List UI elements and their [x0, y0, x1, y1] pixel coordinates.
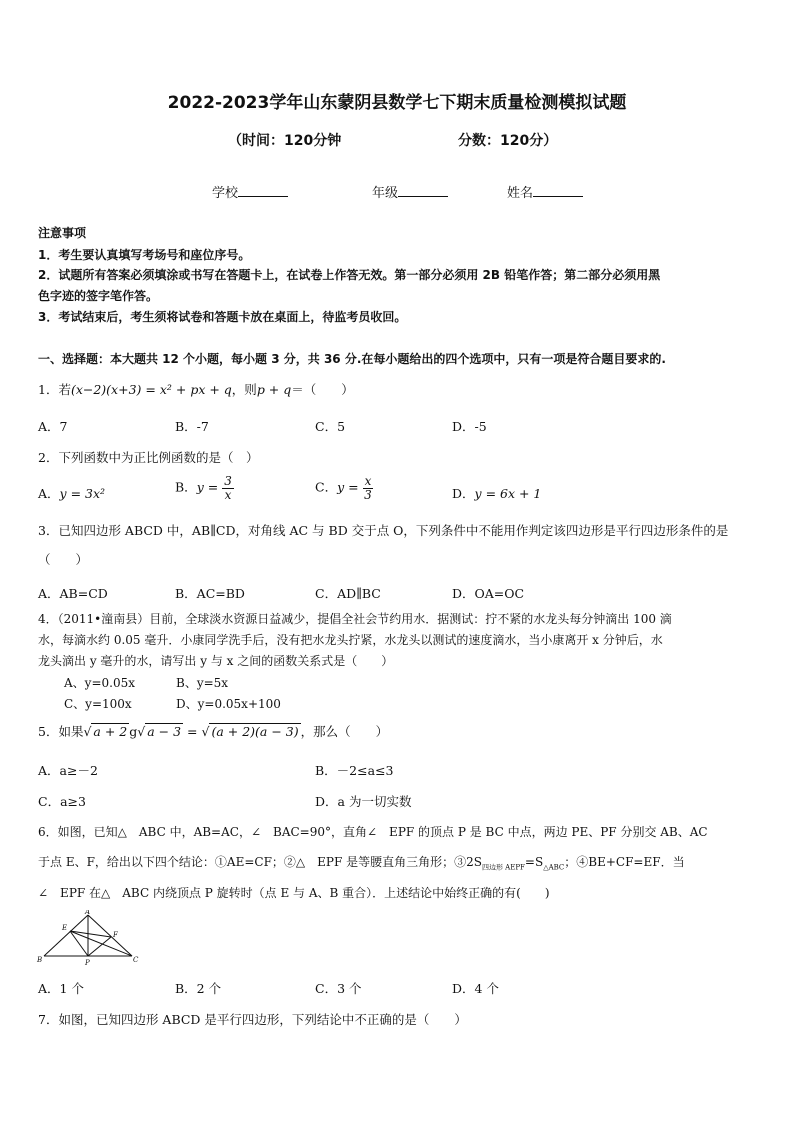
q2-option-d[interactable]: [452, 484, 541, 502]
q2-option-b[interactable]: [175, 475, 234, 501]
notice-item: 色字迹的签字笔作答。: [38, 289, 159, 303]
notice-item: 3．考试结束后，考生须将试卷和答题卡放在桌面上，待监考员收回。: [38, 310, 407, 324]
q2-option-b-label: B．: [175, 479, 197, 495]
page-title: 2022-2023学年山东蒙阴县数学七下期末质量检测模拟试题: [167, 93, 627, 113]
q2-option-c-fraction: [363, 475, 374, 501]
question-7-stem: 7．如图，已知四边形 ABCD 是平行四边形，下列结论中不正确的是（ ）: [38, 1012, 467, 1027]
q5-option-b[interactable]: B．－2≤a≤3: [315, 763, 394, 778]
notice-heading: 注意事项: [38, 226, 87, 240]
q6-option-b[interactable]: B．2 个: [175, 981, 222, 996]
sqrt-symbol: √: [201, 724, 210, 739]
q2-option-c[interactable]: [315, 475, 373, 501]
q1-expression: (x−2)(x+3) = x² + px + q: [70, 382, 232, 397]
q4-option-b[interactable]: B、y=5x: [176, 676, 229, 690]
q6-option-c[interactable]: C．3 个: [315, 981, 362, 996]
q1-suffix: ＝（ ）: [291, 382, 354, 397]
grade-field: [372, 182, 448, 201]
q5-mid: g: [129, 724, 138, 739]
q1-option-d[interactable]: D．-5: [452, 419, 487, 434]
question-5-stem: [38, 722, 388, 740]
notice-item: 1．考生要认真填写考场号和座位序号。: [38, 248, 251, 262]
q4-option-a[interactable]: A、y=0.05x: [64, 676, 135, 690]
question-4-line: 4．（2011•潼南县）目前，全球淡水资源日益减少，提倡全社会节约用水．据测试：拧不紧的水龙头每分钟滴出 100 滴: [38, 612, 672, 626]
sqrt-symbol: √: [83, 724, 92, 739]
q2-option-b-fraction: [222, 475, 234, 501]
q5-radicand-2: a − 3: [147, 724, 182, 739]
q2-option-b-lhs: y =: [196, 479, 219, 495]
q1-prefix: 1．若: [38, 382, 71, 397]
exam-score: 分数：120分）: [458, 133, 558, 149]
q2-option-a[interactable]: [38, 484, 105, 502]
section-heading: 一、选择题：本大题共 12 个小题，每小题 3 分，共 36 分.在每小题给出的四个选项中，只有一项是符合题目要求的.: [38, 352, 666, 366]
q5-option-c[interactable]: C．a≥3: [38, 794, 86, 809]
q6-triangle-figure: [36, 910, 140, 968]
question-6-line: 6．如图，已知△ ABC 中，AB=AC，∠ BAC=90°，直角∠ EPF 的顶点 P 是 BC 中点，两边 PE、PF 分别交 AB、AC: [38, 825, 708, 839]
figure-label-b: B: [37, 956, 43, 964]
fraction-denominator: x: [224, 487, 232, 502]
q2-option-a-label: A．: [38, 486, 60, 501]
q2-option-d-label: D．: [452, 486, 475, 501]
q6-line2-part: ；④BE+CF=EF．当: [564, 855, 685, 869]
q4-option-c[interactable]: C、y=100x: [64, 697, 132, 711]
figure-label-a: A: [85, 910, 91, 916]
figure-label-c: C: [133, 956, 139, 964]
fraction-numerator: 3: [224, 474, 232, 488]
q6-option-d[interactable]: D．4 个: [452, 981, 499, 996]
grade-label: 年级: [372, 186, 399, 201]
q1-option-a[interactable]: A．7: [38, 419, 68, 434]
question-4-line: 水，每滴水约 0.05 毫升．小康同学洗手后，没有把水龙头拧紧，水龙头以测试的速度滴水，当小康离开 x 分钟后，水: [38, 633, 663, 647]
figure-segment-ac: [88, 915, 132, 956]
name-label: 姓名: [507, 186, 534, 201]
q4-option-d[interactable]: D、y=0.05x+100: [176, 697, 281, 711]
figure-label-p: P: [85, 959, 90, 967]
q5-option-d[interactable]: D．a 为一切实数: [315, 794, 412, 809]
school-label: 学校: [212, 186, 239, 201]
q5-radicand-1: a + 2: [93, 724, 128, 739]
q3-option-b[interactable]: B．AC=BD: [175, 586, 245, 601]
q3-option-d[interactable]: D．OA=OC: [452, 586, 525, 601]
q2-option-c-lhs: y =: [337, 479, 359, 495]
figure-label-f: F: [113, 931, 118, 939]
name-field: [507, 182, 583, 201]
exam-time: （时间：120分钟: [228, 133, 342, 149]
q3-option-a[interactable]: A．AB=CD: [38, 586, 108, 601]
question-3-paren: （ ）: [38, 552, 89, 567]
school-field: [212, 182, 288, 201]
q1-option-c[interactable]: C．5: [315, 419, 346, 434]
notice-item: 2．试题所有答案必须填涂或书写在答题卡上，在试卷上作答无效。第一部分必须用 2B 铅笔作答；第二部分必须用黑: [38, 268, 661, 282]
q6-subscript-triangle: △ABC: [543, 863, 565, 872]
q5-option-a[interactable]: A．a≥－2: [38, 763, 98, 778]
question-2-stem: 2．下列函数中为正比例函数的是（ ）: [38, 450, 259, 465]
question-6-line: ∠ EPF 在△ ABC 内绕顶点 P 旋转时（点 E 与 A、B 重合）．上述结论中始终正确的有( ): [38, 886, 550, 900]
fraction-denominator: 3: [364, 487, 372, 502]
q5-prefix: 5．如果: [38, 724, 84, 739]
q1-option-b[interactable]: B．-7: [175, 419, 209, 434]
question-6-line: [38, 853, 685, 872]
question-4-line: 龙头滴出 y 毫升的水，请写出 y 与 x 之间的函数关系式是（ ）: [38, 654, 394, 668]
q6-line2-part: 于点 E、F，给出以下四个结论：①AE=CF；②△ EPF 是等腰直角三角形；③2S: [38, 855, 482, 869]
question-1-stem: [38, 380, 354, 398]
q6-subscript-quad: 四边形 AEPF: [481, 863, 525, 872]
school-blank[interactable]: [238, 184, 288, 197]
figure-label-e: E: [62, 924, 68, 932]
fraction-numerator: x: [364, 474, 372, 488]
q5-radicand-3: (a + 2)(a − 3): [211, 724, 299, 739]
q1-mid: ，则: [231, 382, 257, 397]
q2-option-a-expr: y = 3x²: [59, 486, 106, 501]
q6-option-a[interactable]: A．1 个: [38, 981, 84, 996]
q6-line2-part: =S: [524, 855, 544, 869]
q2-option-c-label: C．: [315, 479, 338, 495]
q2-option-d-expr: y = 6x + 1: [474, 486, 542, 501]
question-3-stem: 3．已知四边形 ABCD 中，AB∥CD，对角线 AC 与 BD 交于点 O，下列条件中不能用作判定该四边形是平行四边形条件的是: [38, 523, 729, 538]
sqrt-symbol: √: [137, 724, 146, 739]
q5-suffix: ，那么（ ）: [300, 724, 389, 739]
name-blank[interactable]: [533, 184, 583, 197]
q1-expression-2: p + q: [256, 382, 292, 397]
q3-option-c[interactable]: C．AD∥BC: [315, 586, 381, 601]
grade-blank[interactable]: [398, 184, 448, 197]
q5-equals: =: [183, 724, 202, 739]
